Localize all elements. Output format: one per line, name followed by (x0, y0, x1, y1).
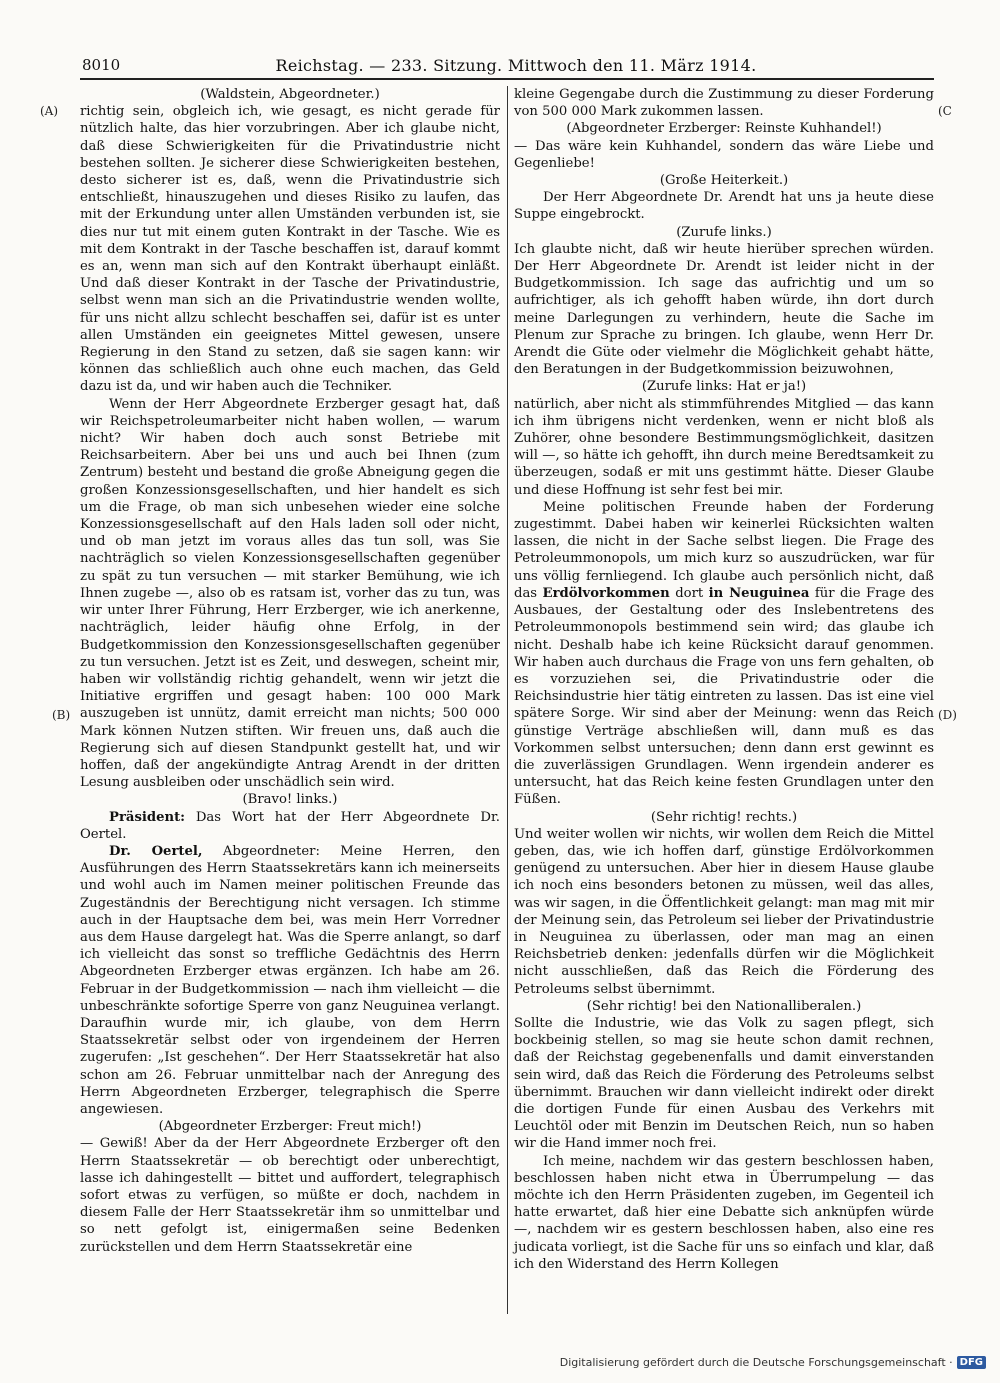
page-number: 8010 (82, 56, 121, 74)
margin-marker-b: (B) (52, 708, 71, 722)
footer-text: Digitalisierung gefördert durch die Deutsche Forschungsgemeinschaft · (559, 1356, 953, 1369)
text-run: dort (669, 585, 709, 601)
margin-marker-a: (A) (40, 104, 59, 118)
interjection: (Abgeordneter Erzberger: Reinste Kuhhandel!) (566, 121, 882, 137)
speaker-name: Dr. Oertel, (109, 843, 203, 859)
margin-marker-c: (C (938, 104, 952, 118)
dfg-logo: DFG (957, 1356, 986, 1369)
interjection: (Sehr richtig! rechts.) (650, 809, 798, 825)
text-run: für die Frage des Ausbaues, der Gestaltung oder des Inslebentretens des Petroleummonopols bestimmend sein wird; das glaube ich nicht. Deshalb habe ich keine Rücksicht darauf genommen. Wir haben auch durchaus die Frage von uns fern gehalten, ob es vorzuziehen sei, die Privatindustrie oder die Reichsindustrie hier tätig eintreten zu lassen. Das ist eine viel spätere Sorge. Wir sind aber der Meinung: wenn das Reich günstige Verträge abschließen will, dann muß es das Vorkommen selbst untersuchen; denn dann erst gewinnt es die zuverlässigen Grundlagen. Wenn irgendein anderer es untersucht, hat das Reich keine festen Grundlagen unter den Füßen. (514, 585, 934, 808)
page-title: Reichstag. — 233. Sitzung. Mittwoch den 11. März 1914. (275, 56, 757, 75)
digitization-footer (560, 1356, 986, 1369)
paragraph: kleine Gegengabe durch die Zustimmung zu dieser Forderung von 500 000 Mark zukommen lassen. (514, 87, 934, 120)
interjection: (Bravo! links.) (242, 792, 338, 808)
paragraph: Wenn der Herr Abgeordnete Erzberger gesagt hat, daß wir Reichspetroleumarbeiter nicht haben wollen, — warum nicht? Wir haben doch auch sonst Betriebe mit Reichsarbeitern. Aber bei uns und auch bei Ihnen (zum Zentrum) besteht und bestand die große Abneigung gegen die großen Konzessionsgesellschaften, und hier handelt es sich um die Frage, ob man sich unbesehen wieder eine solche Konzessionsgesellschaft auf den Hals laden soll oder nicht, und ob man jetzt im voraus alles das tun soll, was Sie nachträglich so vielen Konzessionsgesellschaften gegenüber zu spät zu tun versuchen — mit starker Bemühung, wie ich Ihnen zugebe —, also ob es ratsam ist, vorher das zu tun, was wir unter Ihrer Führung, Herr Erzberger, wie ich anerkenne, nachträglich, leider häufig ohne Erfolg, in der Budgetkommission den Konzessionsgesellschaften gegenüber zu tun versuchen. Jetzt ist es Zeit, und deswegen, scheint mir, haben wir vollständig richtig gehandelt, wenn wir jetzt die Initiative ergriffen und gesagt haben: 100 000 Mark auszugeben ist unnütz, damit erreicht man nichts; 500 000 Mark können Nutzen stiften. Wir freuen uns, daß auch die Regierung sich auf diesen Standpunkt gestellt hat, und wir hoffen, daß der angekündigte Antrag Arendt in der dritten Lesung ausbleiben oder unschädlich sein wird. (80, 396, 500, 791)
text-run: Meine politischen Freunde haben der Forderung zugestimmt. Dabei haben wir keinerlei Rücksichten walten lassen, die nicht in der Sache selbst liegen. Die Frage des Petroleummonopols, um mich kurz so auszudrücken, war für uns völlig fernliegend. Ich glaube auch persönlich nicht, daß das (514, 499, 934, 601)
margin-marker-d: (D) (938, 708, 957, 722)
paragraph (514, 499, 934, 809)
interjection: (Abgeordneter Erzberger: Freut mich!) (158, 1119, 422, 1135)
speech-text: Abgeordneter: Meine Herren, den Ausführungen des Herrn Staatssekretärs kann ich meinerseits und wohl auch im Namen meiner politischen Freunde das Zugeständnis der Berechtigung nicht versagen. Ich stimme auch in der Hauptsache dem bei, was mein Herr Vorredner aus dem Hause dargelegt hat. Was die Sperre anlangt, so darf ich vielleicht das sonst so treffliche Gedächtnis des Herrn Abgeordneten Erzberger etwas ergänzen. Ich habe am 26. Februar in der Budgetkommission — nach ihm vielleicht — die unbeschränkte sofortige Sperre von ganz Neuguinea verlangt. Daraufhin wurde mir, ich glaube, von dem Herrn Staatssekretär selbst oder von irgendeinem der Herren zugerufen: „Ist geschehen“. Der Herr Staatssekretär hat also schon am 26. Februar unmittelbar nach der Anregung des Herrn Abgeordneten Erzberger, telegraphisch die Sperre angewiesen. (80, 843, 500, 1117)
left-column (80, 86, 500, 1256)
paragraph: Und weiter wollen wir nichts, wir wollen dem Reich die Mittel geben, das, wie ich hoffen darf, günstige Erdölvorkommen genügend zu untersuchen. Aber hier in diesem Hause glaube ich noch eins besonders betonen zu müssen, weil das alles, was wir sagen, in die Öffentlichkeit gelangt: man mag mit mir der Meinung sein, das Petroleum sei lieber der Privatindustrie in Neuguinea zu überlassen, oder man mag an einen Reichsbetrieb denken: jedenfalls dürfen wir die Möglichkeit nicht ausschließen, daß das Reich die Förderung des Petroleums selbst übernimmt. (514, 826, 934, 997)
paragraph: richtig sein, obgleich ich, wie gesagt, es nicht gerade für nützlich halte, das hier vorzubringen. Aber ich glaube nicht, daß diese Schwierigkeiten für die Privatindustrie nicht bestehen sollten. Je sicherer diese Schwierigkeiten bestehen, desto sicherer ist es, daß, wenn die Privatindustrie sich entschließt, hinauszugehen und dieses Risiko zu laufen, das mit der Erkundung unter allen Umständen verbunden ist, sie dies nur tut mit einem guten Kontrakt in der Tasche. Wie es mit dem Kontrakt in der Tasche beschaffen ist, darauf kommt es an, wenn man sich auf den Kontrakt überhaupt einläßt. Und daß dieser Kontrakt in der Tasche der Privatindustrie, selbst wenn man sich an die Privatindustrie wenden wollte, für uns nicht allzu schlecht beschaffen sei, dafür ist es unter allen Umständen ein geeignetes Mittel gewesen, unsere Regierung in den Stand zu setzen, daß sie sagen kann: wir können das schließlich auch ohne euch machen, das Geld dazu ist da, und wir haben auch die Techniker. (80, 104, 500, 395)
interjection: (Sehr richtig! bei den Nationalliberalen.) (586, 998, 862, 1014)
paragraph: Der Herr Abgeordnete Dr. Arendt hat uns ja heute diese Suppe eingebrockt. (514, 190, 934, 223)
emphasis-text: Erdölvorkommen (542, 585, 670, 601)
right-column (514, 86, 934, 1273)
interjection: (Große Heiterkeit.) (659, 173, 789, 189)
paragraph: Ich glaubte nicht, daß wir heute hierüber sprechen würden. Der Herr Abgeordnete Dr. Arendt ist leider nicht in der Budgetkommission. Ich sage das aufrichtig und um so aufrichtiger, als ich gehofft haben würde, ihn dort durch meine Darlegungen zu verhindern, heute die Sache im Plenum zur Sprache zu bringen. Ich glaube, wenn Herr Dr. Arendt die Güte oder vielmehr die Möglichkeit gehabt hätte, den Beratungen in der Budgetkommission beizuwohnen, (514, 241, 934, 378)
statement-text: Das Wort hat der Herr Abgeordnete Dr. Oertel. (80, 809, 500, 842)
interjection: (Zurufe links.) (676, 224, 772, 240)
interjection: (Zurufe links: Hat er ja!) (641, 379, 807, 395)
paragraph: — Das wäre kein Kuhhandel, sondern das wäre Liebe und Gegenliebe! (514, 138, 934, 171)
column-divider (507, 86, 508, 1314)
paragraph: Sollte die Industrie, wie das Volk zu sagen pflegt, sich bockbeinig stellen, so mag sie heute schon damit rechnen, daß der Reichstag gegebenenfalls und damit einverstanden sein wird, daß das Reich die Förderung des Petroleums selbst übernimmt. Brauchen wir dann vielleicht indirekt oder direkt die dortigen Funde für einen Ausbau des Verkehrs mit Leuchtöl oder mit Benzin im Deutschen Reich, nun so haben wir die Hand immer noch frei. (514, 1015, 934, 1152)
paragraph: natürlich, aber nicht als stimmführendes Mitglied — das kann ich ihm übrigens nicht verdenken, wenn er nicht bloß als Zuhörer, ohne besondere Bestimmungsmöglichkeit, dasitzen will —, so hätte ich gehofft, ihn durch meine Beredtsamkeit zu überzeugen, sodaß er mit uns gestimmt hätte. Dieser Glaube und diese Hoffnung ist sehr fest bei mir. (514, 396, 934, 498)
header-rule (80, 78, 934, 80)
speaker-continuation: (Waldstein, Abgeordneter.) (200, 87, 380, 102)
speech-paragraph (80, 843, 500, 1118)
paragraph: — Gewiß! Aber da der Herr Abgeordnete Erzberger oft den Herrn Staatssekretär — ob berechtigt oder unberechtigt, lasse ich dahingestellt — bittet und auffordert, telegraphisch sofort etwas zu verfügen, so müßte er doch, nachdem in diesem Falle der Herr Staatssekretär ihm so unmittelbar und so nett gefolgt ist, einigermaßen seine Bedenken zurückstellen und dem Herrn Staatssekretär eine (80, 1136, 500, 1255)
emphasis-text: in Neuguinea (708, 585, 810, 601)
paragraph: Ich meine, nachdem wir das gestern beschlossen haben, beschlossen haben nicht etwa in Überrumpelung — das möchte ich den Herrn Präsidenten zugeben, im Gegenteil ich hatte erwartet, daß hier eine Debatte sich anknüpfen würde —, nachdem wir es gestern beschlossen haben, also eine res judicata vorliegt, ist die Sache für uns so einfach und klar, daß ich den Widerstand des Herrn Kollegen (514, 1153, 934, 1272)
speaker-name: Präsident: (109, 809, 186, 825)
president-statement (80, 809, 500, 843)
